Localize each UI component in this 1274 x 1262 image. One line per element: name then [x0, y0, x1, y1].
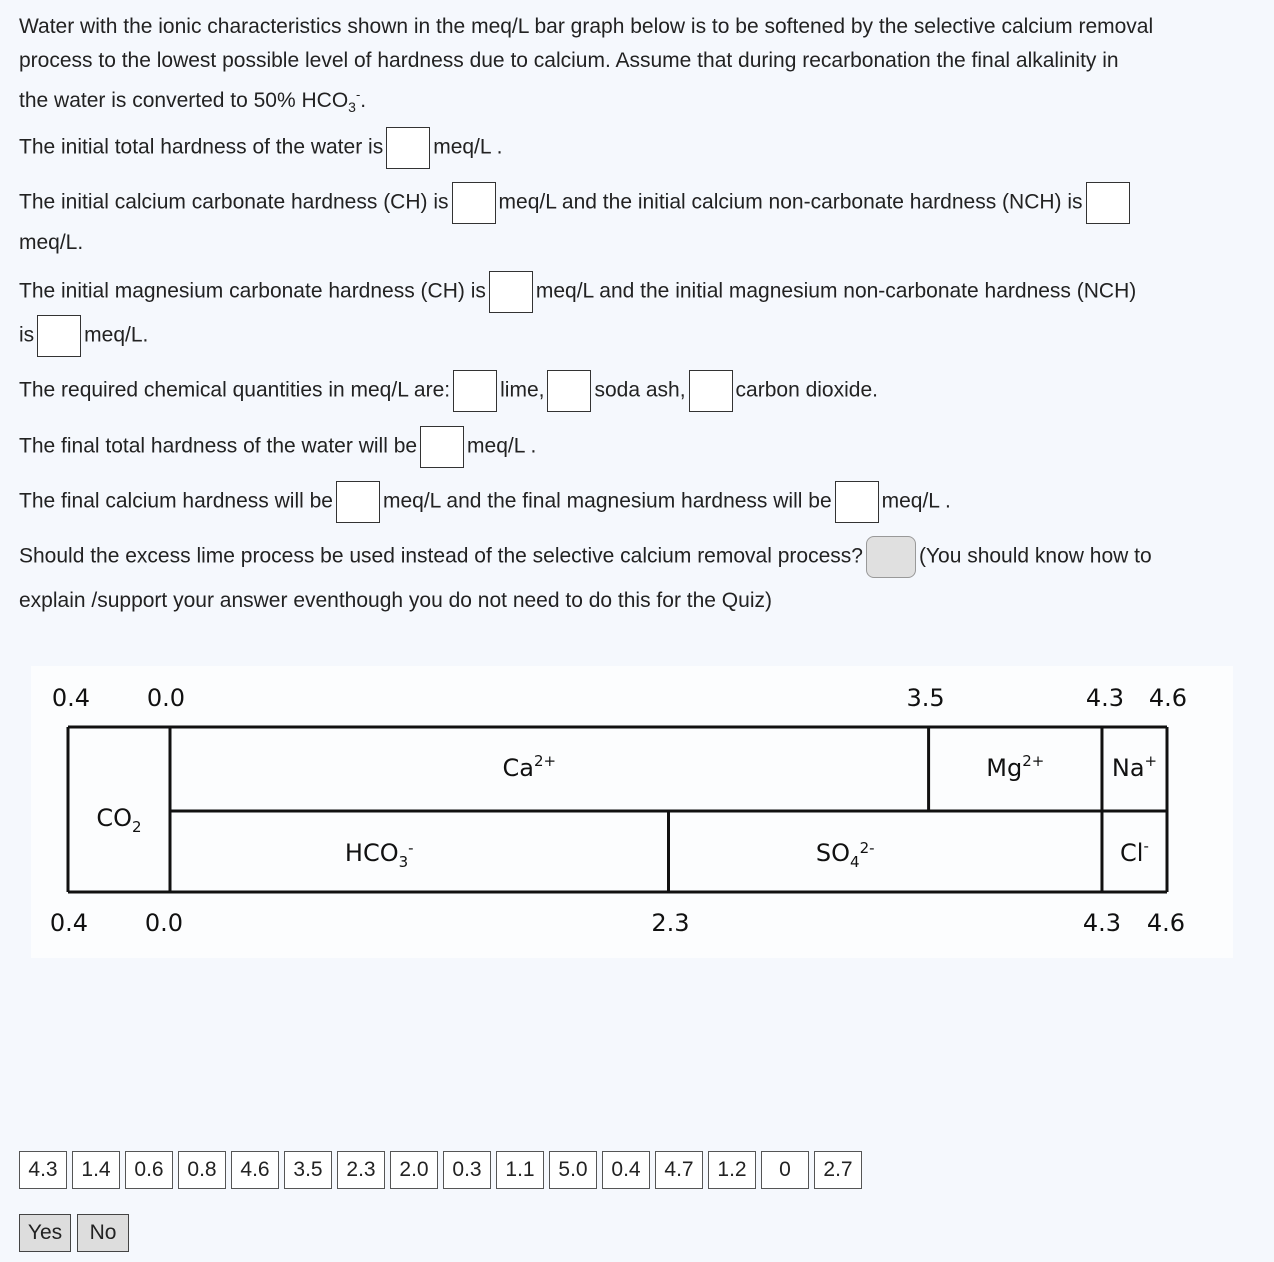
answer-tile[interactable]: 0.4	[602, 1151, 650, 1189]
answer-tile[interactable]: 0.6	[125, 1151, 173, 1189]
intro-line-1: Water with the ionic characteristics shown in the meq/L bar graph below is to be softened by the selective calcium removal	[19, 15, 1154, 38]
q3-unit: meq/L.	[84, 323, 149, 347]
q7-label: Should the excess lime process be used instead of the selective calcium removal process?	[19, 544, 863, 568]
drop-final-magnesium-hardness[interactable]	[835, 481, 879, 523]
q6-middle: meq/L and the final magnesium hardness will be	[382, 489, 832, 513]
q3-is: is	[19, 323, 35, 347]
intro-line-3-end: .	[360, 89, 367, 112]
answer-tile[interactable]: 4.7	[655, 1151, 703, 1189]
bar-label-cl: Cl-	[1120, 837, 1149, 867]
q2-label: The initial calcium carbonate hardness (CH) is	[19, 190, 449, 214]
answer-tile[interactable]: 1.1	[496, 1151, 544, 1189]
bar-label-na: Na+	[1111, 752, 1158, 782]
answer-tile[interactable]: 0.8	[178, 1151, 226, 1189]
answer-tile[interactable]: 0.3	[443, 1151, 491, 1189]
bar-label-ca2: $Ca^{2+}$	[502, 752, 557, 782]
q5-unit: meq/L .	[467, 434, 537, 458]
answer-tile[interactable]: 0	[761, 1151, 809, 1189]
top-boundary-label: 0.0	[146, 684, 186, 712]
drop-initial-magnesium-nch[interactable]	[37, 315, 81, 357]
answer-tile[interactable]: 2.3	[337, 1151, 385, 1189]
bar-label-mg2: $Mg^{2+}$	[986, 752, 1045, 782]
intro-line-2: process to the lowest possible level of hardness due to calcium. Assume that during recarbonation the final alkalinity in	[19, 49, 1119, 72]
answer-tile[interactable]: 3.5	[284, 1151, 332, 1189]
q7-note-line-2: explain /support your answer eventhough you do not need to do this for the Quiz)	[19, 589, 772, 612]
q5-label: The final total hardness of the water will be	[19, 434, 418, 458]
bottom-boundary-label: 0.4	[49, 909, 89, 937]
ion-bar-chart-svg	[31, 666, 1233, 958]
answer-tile[interactable]: 4.3	[19, 1151, 67, 1189]
answer-tile[interactable]: 1.2	[708, 1151, 756, 1189]
drop-initial-magnesium-ch[interactable]	[489, 271, 533, 313]
ion-bar-chart	[31, 666, 1233, 958]
answer-tile-yes[interactable]: Yes	[19, 1214, 71, 1252]
bottom-boundary-label: 4.3	[1082, 909, 1122, 937]
answer-tile[interactable]: 1.4	[72, 1151, 120, 1189]
answer-tile[interactable]: 4.6	[231, 1151, 279, 1189]
q7-note: (You should know how to	[918, 544, 1152, 568]
question-magnesium-hardness	[19, 271, 1259, 357]
q3-middle: meq/L and the initial magnesium non-carbonate hardness (NCH)	[535, 279, 1137, 303]
drop-final-total-hardness[interactable]	[420, 426, 464, 468]
bar-label-so42: $SO_4^{2-}$	[815, 839, 875, 871]
lime-label: lime,	[500, 378, 545, 402]
top-boundary-label: 3.5	[906, 684, 945, 712]
drop-final-calcium-hardness[interactable]	[336, 481, 380, 523]
q3-label: The initial magnesium carbonate hardness (CH) is	[19, 279, 486, 303]
drop-initial-total-hardness[interactable]	[386, 127, 430, 169]
q6-unit: meq/L .	[881, 489, 951, 513]
top-boundary-label: 0.4	[51, 684, 91, 712]
drop-excess-lime-yes-no[interactable]	[866, 536, 916, 578]
bottom-boundary-label: 0.0	[144, 909, 184, 937]
question-chemical-quantities	[19, 370, 878, 412]
carbon-dioxide-label: carbon dioxide.	[735, 378, 878, 402]
intro-line-3-sub: 3	[348, 99, 356, 116]
question-final-total-hardness	[19, 426, 536, 468]
q2-unit: meq/L.	[19, 231, 84, 254]
q1-label: The initial total hardness of the water is	[19, 135, 384, 159]
q2-middle: meq/L and the initial calcium non-carbonate hardness (NCH) is	[498, 190, 1083, 214]
drop-initial-calcium-ch[interactable]	[452, 182, 496, 224]
drop-initial-calcium-nch[interactable]	[1086, 182, 1130, 224]
drop-soda-ash[interactable]	[547, 370, 591, 412]
answer-tile-no[interactable]: No	[77, 1214, 129, 1252]
answer-tile[interactable]: 2.7	[814, 1151, 862, 1189]
intro-paragraph	[19, 10, 1153, 124]
question-initial-total-hardness	[19, 127, 502, 169]
intro-line-3-sup: -	[355, 87, 361, 102]
top-boundary-label: 4.6	[1148, 684, 1188, 712]
drop-carbon-dioxide[interactable]	[689, 370, 733, 412]
bar-label-hco3: $HCO_3^-$	[344, 839, 414, 871]
top-boundary-label: 4.3	[1085, 684, 1125, 712]
bar-label-co2: $CO_2$	[96, 804, 142, 836]
question-final-ca-mg-hardness	[19, 481, 951, 523]
soda-ash-label: soda ash,	[594, 378, 686, 402]
q1-unit: meq/L .	[433, 135, 503, 159]
bottom-boundary-label: 4.6	[1146, 909, 1186, 937]
intro-line-3	[19, 78, 1153, 124]
question-excess-lime	[19, 536, 1269, 618]
intro-line-3-text: the water is converted to 50% HCO	[19, 89, 349, 112]
q6-label: The final calcium hardness will be	[19, 489, 333, 513]
bottom-boundary-label: 2.3	[651, 909, 690, 937]
drop-lime[interactable]	[453, 370, 497, 412]
question-calcium-hardness	[19, 182, 1259, 260]
q4-label: The required chemical quantities in meq/L are:	[19, 378, 451, 402]
answer-tile[interactable]: 2.0	[390, 1151, 438, 1189]
q3-line-2	[19, 315, 1259, 357]
answer-tile[interactable]: 5.0	[549, 1151, 597, 1189]
